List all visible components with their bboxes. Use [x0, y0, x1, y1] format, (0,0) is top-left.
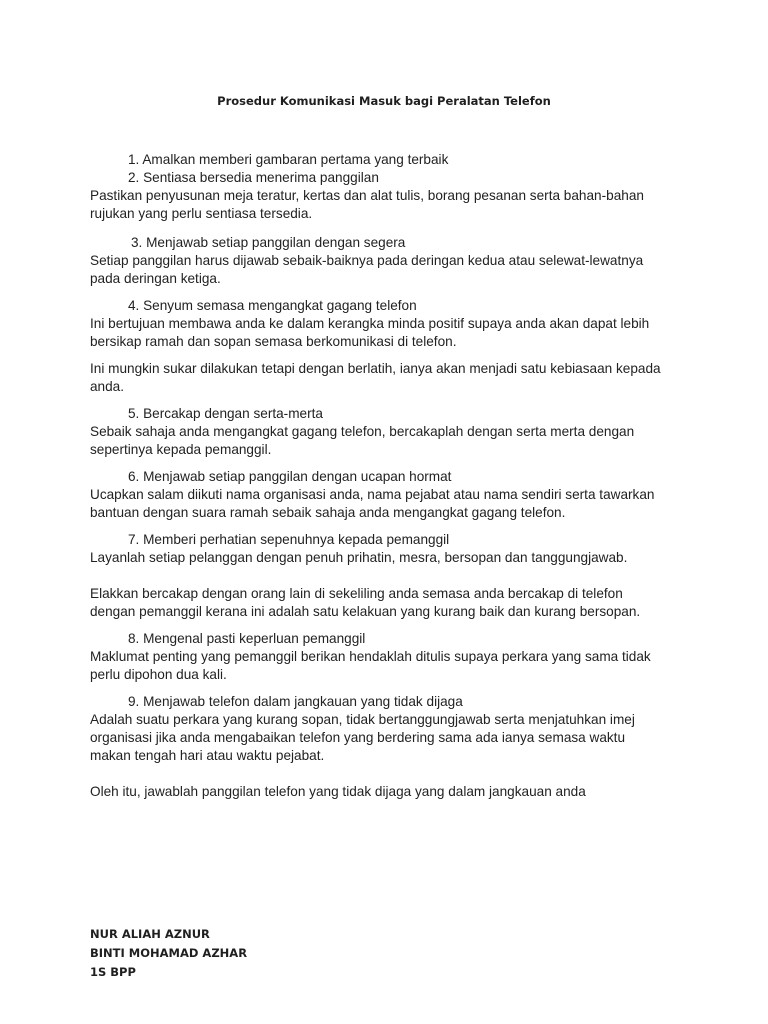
paragraph-7-line-1: Layanlah setiap pelanggan dengan penuh prihatin, mesra, bersopan dan tanggungjawab.	[90, 550, 628, 565]
paragraph-9-line-3: makan tengah hari atau waktu pejabat.	[90, 748, 325, 763]
paragraph-2-line-1: Pastikan penyusunan meja teratur, kertas dan alat tulis, borang pesanan serta bahan-bahan	[90, 188, 644, 203]
document-title: Prosedur Komunikasi Masuk bagi Peralatan Telefon	[217, 94, 551, 108]
paragraph-8-line-2: perlu dipohon dua kali.	[90, 667, 227, 682]
paragraph-3-line-2: pada deringan ketiga.	[90, 271, 221, 286]
paragraph-7b-line-2: dengan pemanggil kerana ini adalah satu kelakuan yang kurang baik dan kurang bersopan.	[90, 604, 641, 619]
closing-line: Oleh itu, jawablah panggilan telefon yang tidak dijaga yang dalam jangkauan anda	[90, 784, 586, 799]
paragraph-4-line-2: bersikap ramah dan sopan semasa berkomunikasi di telefon.	[90, 334, 457, 349]
heading-1: 1. Amalkan memberi gambaran pertama yang terbaik	[128, 152, 449, 167]
paragraph-4b-line-2: anda.	[90, 379, 125, 394]
heading-2: 2. Sentiasa bersedia menerima panggilan	[128, 170, 379, 185]
paragraph-6-line-1: Ucapkan salam diikuti nama organisasi anda, nama pejabat atau nama sendiri serta tawarkan	[90, 487, 655, 502]
heading-3: 3. Menjawab setiap panggilan dengan segera	[131, 235, 406, 250]
paragraph-5-line-1: Sebaik sahaja anda mengangkat gagang telefon, bercakaplah dengan serta merta dengan	[90, 424, 635, 439]
paragraph-8-line-1: Maklumat penting yang pemanggil berikan hendaklah ditulis supaya perkara yang sama tidak	[90, 649, 651, 664]
paragraph-9-line-1: Adalah suatu perkara yang kurang sopan, tidak bertanggungjawab serta menjatuhkan imej	[90, 712, 635, 727]
paragraph-7b-line-1: Elakkan bercakap dengan orang lain di sekeliling anda semasa anda bercakap di telefon	[90, 586, 623, 601]
paragraph-4b-line-1: Ini mungkin sukar dilakukan tetapi dengan berlatih, ianya akan menjadi satu kebiasaan kepada	[90, 361, 661, 376]
heading-4: 4. Senyum semasa mengangkat gagang telefon	[128, 298, 417, 313]
heading-8: 8. Mengenal pasti keperluan pemanggil	[128, 631, 366, 646]
signature-name-line-1: NUR ALIAH AZNUR	[90, 927, 210, 941]
paragraph-6-line-2: bantuan dengan suara ramah sebaik sahaja anda mengangkat gagang telefon.	[90, 505, 566, 520]
paragraph-5-line-2: sepertinya kepada pemanggil.	[90, 442, 272, 457]
signature-class: 1S BPP	[90, 965, 136, 979]
heading-9: 9. Menjawab telefon dalam jangkauan yang tidak dijaga	[128, 694, 463, 709]
paragraph-2-line-2: rujukan yang perlu sentiasa tersedia.	[90, 206, 313, 221]
heading-7: 7. Memberi perhatian sepenuhnya kepada pemanggil	[128, 532, 450, 547]
heading-6: 6. Menjawab setiap panggilan dengan ucapan hormat	[128, 469, 452, 484]
paragraph-3-line-1: Setiap panggilan harus dijawab sebaik-baiknya pada deringan kedua atau selewat-lewatnya	[90, 253, 644, 268]
paragraph-4-line-1: Ini bertujuan membawa anda ke dalam kerangka minda positif supaya anda akan dapat lebih	[90, 316, 650, 331]
heading-5: 5. Bercakap dengan serta-merta	[128, 406, 323, 421]
paragraph-9-line-2: organisasi jika anda mengabaikan telefon yang berdering sama ada ianya semasa waktu	[90, 730, 626, 745]
signature-name-line-2: BINTI MOHAMAD AZHAR	[90, 946, 248, 960]
